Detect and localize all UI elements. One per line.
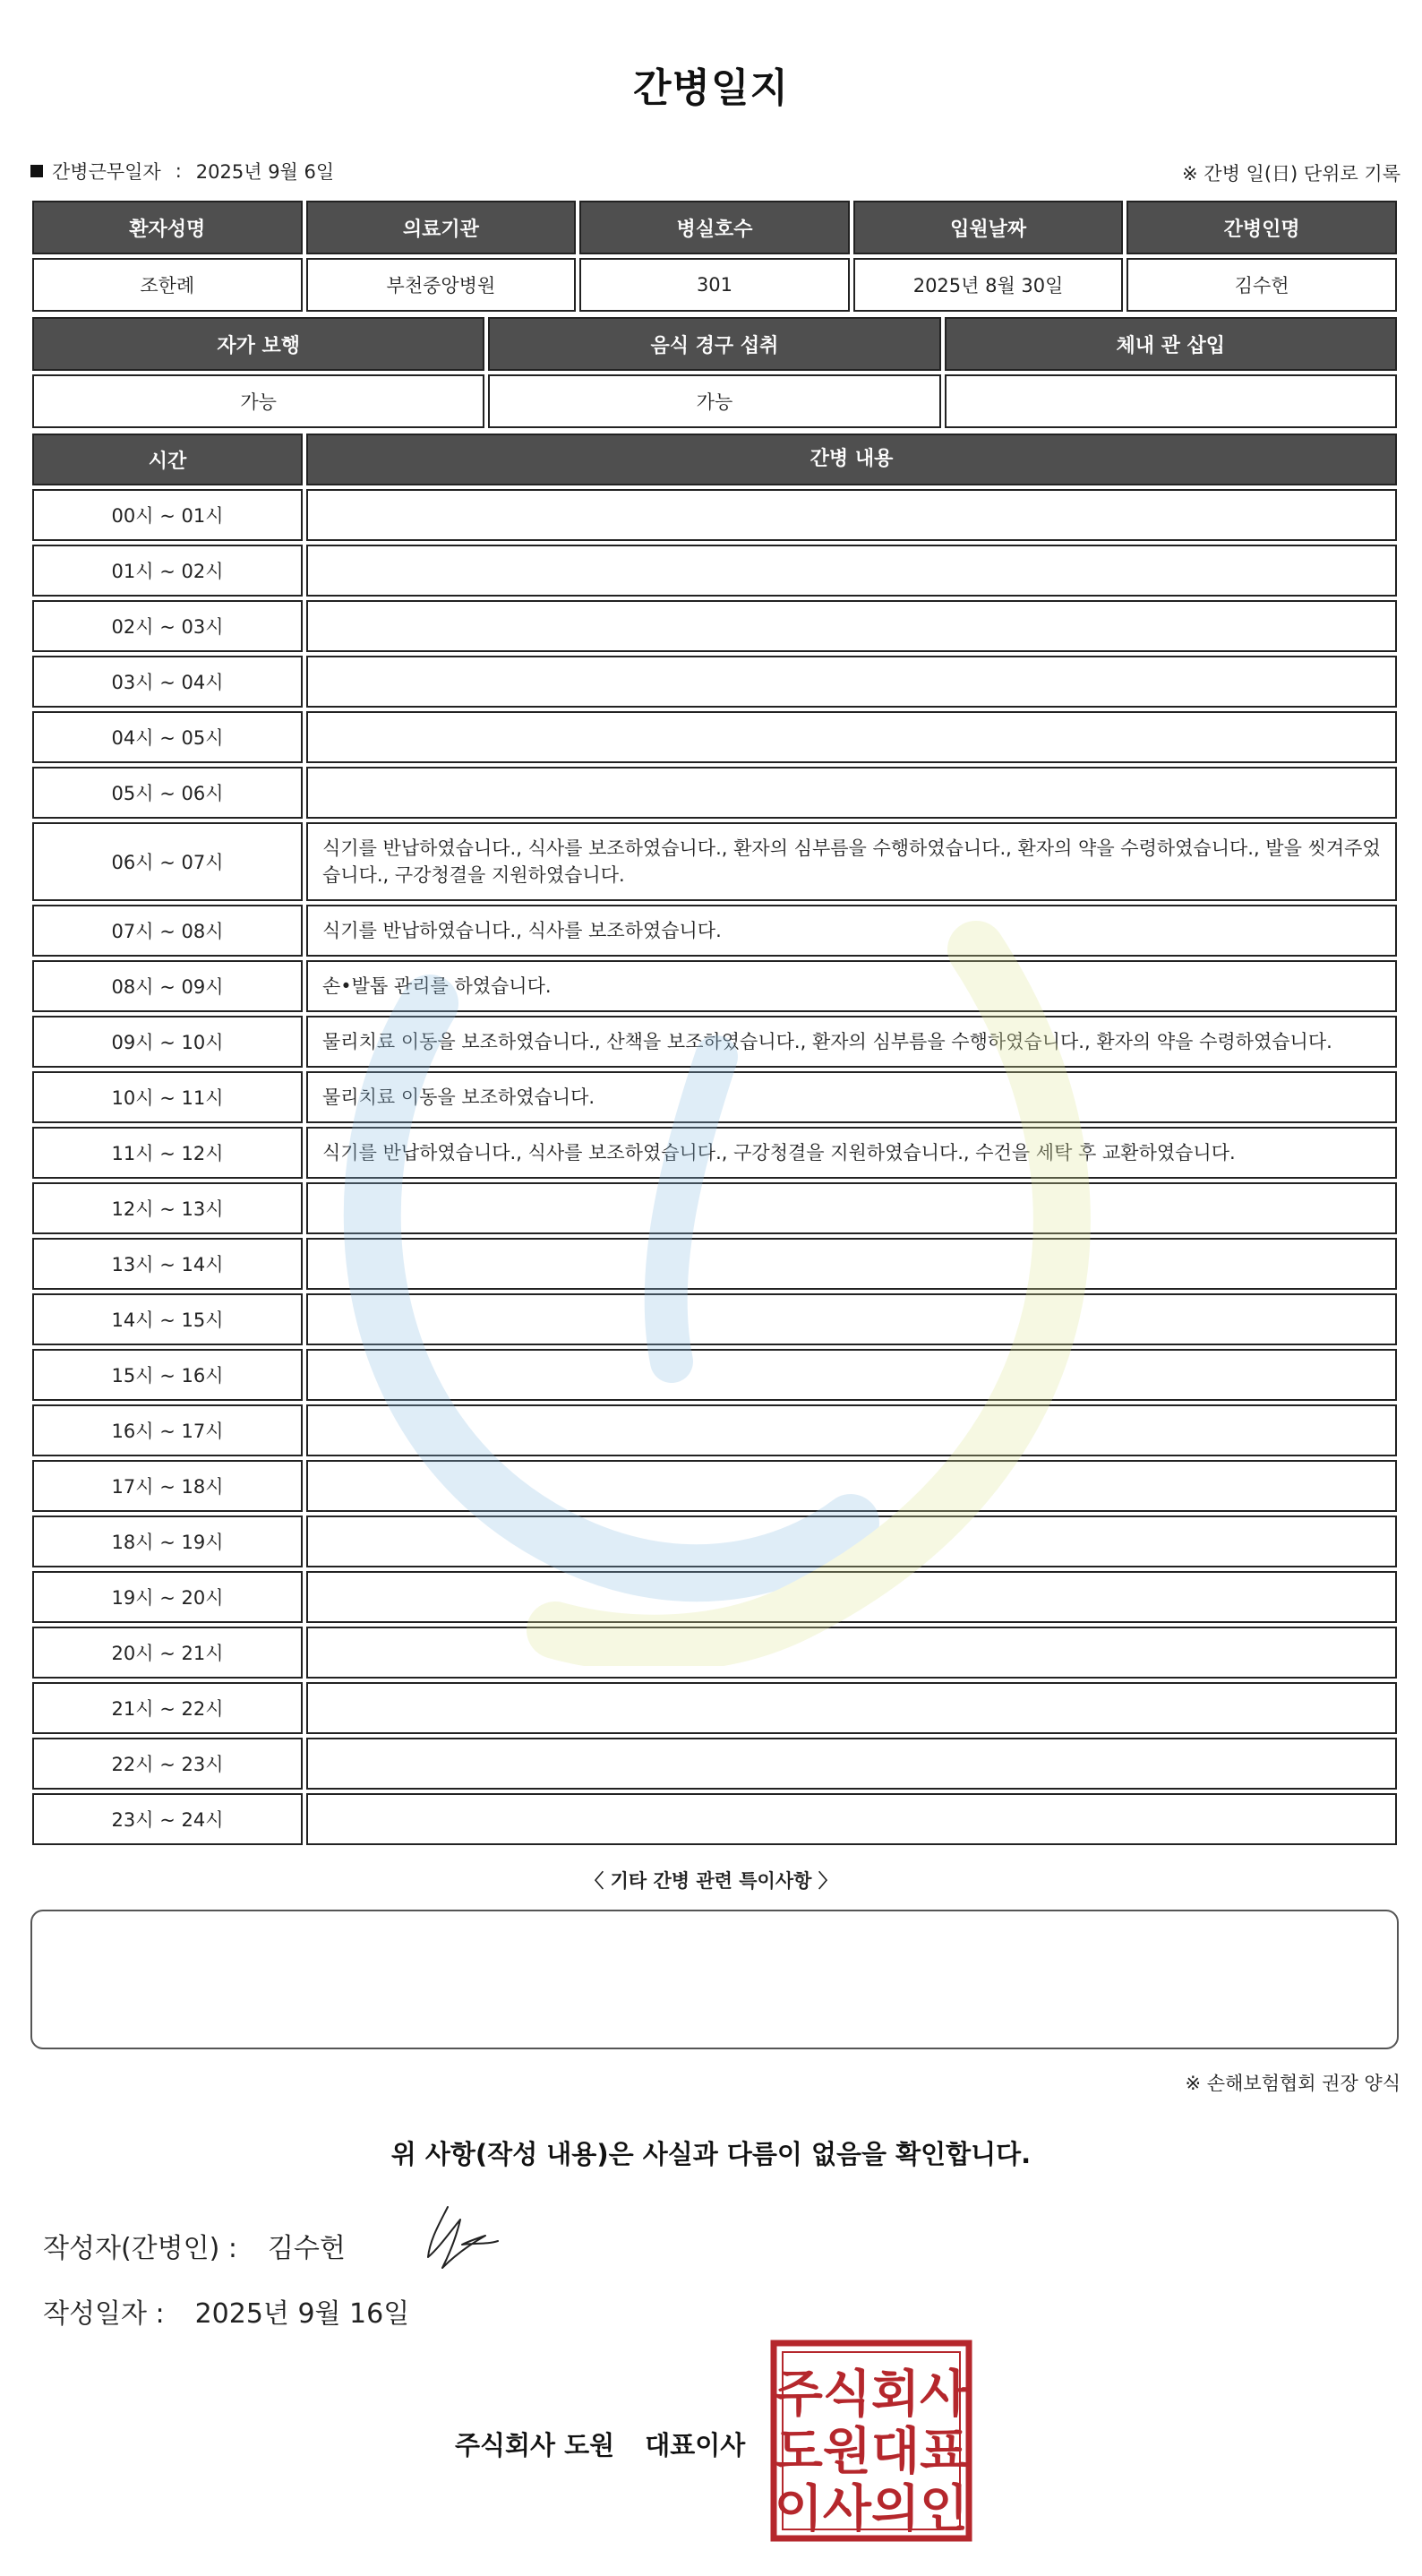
writer-name: 김수헌 (267, 2233, 346, 2264)
table-row (30, 1125, 1399, 1181)
time-slot-cell: 04시 ~ 05시 (32, 711, 303, 763)
table-row (30, 1569, 1399, 1625)
care-content-cell (306, 767, 1397, 819)
bullet-square-icon (30, 165, 43, 177)
time-slot-cell: 16시 ~ 17시 (32, 1404, 303, 1456)
time-slot-cell: 23시 ~ 24시 (32, 1793, 303, 1845)
table-row (30, 1736, 1399, 1791)
time-slot-cell: 12시 ~ 13시 (32, 1182, 303, 1234)
work-date-label: 간병근무일자 (52, 161, 161, 183)
form-source-note: ※ 손해보험협회 권장 양식 (1185, 2073, 1401, 2094)
time-slot-cell: 02시 ~ 03시 (32, 600, 303, 652)
header-room-number: 병실호수 (579, 201, 850, 254)
time-slot-cell: 07시 ~ 08시 (32, 905, 303, 957)
care-content-cell: 물리치료 이동을 보조하였습니다., 산책을 보조하였습니다., 환자의 심부름을 수행하였습니다., 환자의 약을 수령하였습니다. (306, 1016, 1397, 1068)
tube-insertion-value (945, 374, 1397, 428)
header-self-walking: 자가 보행 (32, 317, 484, 371)
care-content-cell (306, 1238, 1397, 1290)
time-slot-cell: 17시 ~ 18시 (32, 1460, 303, 1512)
care-content-cell (306, 1516, 1397, 1567)
time-slot-cell: 20시 ~ 21시 (32, 1627, 303, 1679)
header-admission-date: 입원날짜 (853, 201, 1124, 254)
patient-info-table (30, 199, 1399, 313)
table-row (30, 1403, 1399, 1458)
time-slot-cell: 10시 ~ 11시 (32, 1071, 303, 1123)
table-row (30, 1236, 1399, 1292)
ceo-title: 대표이사 (645, 2430, 746, 2460)
confirmation-statement: 위 사항(작성 내용)은 사실과 다름이 없음을 확인합니다. (390, 2139, 1032, 2169)
patient-status-value-row (30, 373, 1399, 430)
writer-label: 작성자(간병인) : (43, 2233, 237, 2264)
time-slot-cell: 13시 ~ 14시 (32, 1238, 303, 1290)
table-row (30, 903, 1399, 958)
care-content-cell: 물리치료 이동을 보조하였습니다. (306, 1071, 1397, 1123)
seal-line-1: 주식회사 (774, 2366, 969, 2424)
care-content-cell (306, 545, 1397, 597)
care-content-cell (306, 1404, 1397, 1456)
time-slot-cell: 05시 ~ 06시 (32, 767, 303, 819)
care-content-cell: 식기를 반납하였습니다., 식사를 보조하였습니다., 환자의 심부름을 수행하였습니다., 환자의 약을 수령하였습니다., 발을 씻겨주었습니다., 구강청결을 지원하였습니다. (306, 822, 1397, 901)
table-row (30, 1458, 1399, 1514)
time-slot-cell: 08시 ~ 09시 (32, 960, 303, 1012)
header-caregiver-name: 간병인명 (1126, 201, 1397, 254)
header-tube-insertion: 체내 관 삽입 (945, 317, 1397, 371)
care-content-cell: 손•발톱 관리를 하였습니다. (306, 960, 1397, 1012)
written-date-line (43, 2291, 409, 2331)
table-row (30, 1680, 1399, 1736)
table-row (30, 598, 1399, 654)
care-log-header-row (30, 432, 1399, 487)
time-slot-cell: 14시 ~ 15시 (32, 1293, 303, 1345)
patient-status-header-row (30, 315, 1399, 373)
notes-section-title: 〈 기타 간병 관련 특이사항 〉 (585, 1870, 837, 1892)
table-row (30, 1347, 1399, 1403)
time-slot-cell: 22시 ~ 23시 (32, 1738, 303, 1790)
admission-date: 2025년 8월 30일 (853, 258, 1124, 312)
written-date-label: 작성일자 : (43, 2298, 165, 2330)
table-row (30, 654, 1399, 709)
care-content-cell (306, 1460, 1397, 1512)
time-slot-cell: 00시 ~ 01시 (32, 489, 303, 541)
care-content-cell (306, 600, 1397, 652)
time-slot-cell: 18시 ~ 19시 (32, 1516, 303, 1567)
handwritten-signature (421, 2203, 501, 2273)
company-signature-line (455, 2426, 745, 2462)
patient-info-header-row (30, 199, 1399, 256)
care-content-cell (306, 1793, 1397, 1845)
work-date-separator: : (175, 160, 182, 182)
header-time: 시간 (32, 434, 303, 485)
time-slot-cell: 11시 ~ 12시 (32, 1127, 303, 1179)
care-content-cell (306, 489, 1397, 541)
seal-line-2: 도원대표 (774, 2423, 969, 2481)
company-name: 주식회사 도원 (455, 2430, 615, 2460)
patient-name: 조한례 (32, 258, 303, 312)
time-slot-cell: 01시 ~ 02시 (32, 545, 303, 597)
table-row (30, 1014, 1399, 1069)
written-date-value: 2025년 9월 16일 (194, 2298, 410, 2330)
care-log-rows (30, 487, 1399, 1847)
hospital-name: 부천중앙병원 (306, 258, 577, 312)
self-walking-value: 가능 (32, 374, 484, 428)
writer-line (43, 2226, 346, 2265)
table-row (30, 820, 1399, 903)
care-content-cell (306, 1293, 1397, 1345)
care-content-cell (306, 1571, 1397, 1623)
time-slot-cell: 06시 ~ 07시 (32, 822, 303, 901)
table-row (30, 709, 1399, 765)
table-row (30, 543, 1399, 598)
header-patient-name: 환자성명 (32, 201, 303, 254)
header-care-content: 간병 내용 (306, 434, 1397, 485)
time-slot-cell: 15시 ~ 16시 (32, 1349, 303, 1401)
table-row (30, 487, 1399, 543)
page-title: 간병일지 (632, 65, 789, 111)
header-oral-intake: 음식 경구 섭취 (488, 317, 940, 371)
time-slot-cell: 09시 ~ 10시 (32, 1016, 303, 1068)
table-row (30, 958, 1399, 1014)
care-content-cell (306, 1182, 1397, 1234)
care-content-cell (306, 1682, 1397, 1734)
table-row (30, 1292, 1399, 1347)
table-row (30, 1069, 1399, 1125)
room-number: 301 (579, 258, 850, 312)
record-unit-note: ※ 간병 일(日) 단위로 기록 (1182, 163, 1401, 185)
table-row (30, 1181, 1399, 1236)
care-content-cell (306, 1627, 1397, 1679)
table-row (30, 1791, 1399, 1847)
seal-line-3: 이사의인 (774, 2480, 969, 2538)
care-content-cell (306, 1349, 1397, 1401)
patient-info-value-row (30, 256, 1399, 313)
care-content-cell: 식기를 반납하였습니다., 식사를 보조하였습니다., 구강청결을 지원하였습니다., 수건을 세탁 후 교환하였습니다. (306, 1127, 1397, 1179)
time-slot-cell: 21시 ~ 22시 (32, 1682, 303, 1734)
oral-intake-value: 가능 (488, 374, 940, 428)
care-content-cell: 식기를 반납하였습니다., 식사를 보조하였습니다. (306, 905, 1397, 957)
company-seal-stamp (770, 2340, 972, 2542)
table-row (30, 765, 1399, 820)
caregiver-name: 김수헌 (1126, 258, 1397, 312)
table-row (30, 1514, 1399, 1569)
time-slot-cell: 19시 ~ 20시 (32, 1571, 303, 1623)
care-content-cell (306, 711, 1397, 763)
care-content-cell (306, 1738, 1397, 1790)
header-hospital: 의료기관 (306, 201, 577, 254)
care-log-table (30, 432, 1399, 1847)
work-date-value: 2025년 9월 6일 (195, 161, 335, 183)
time-slot-cell: 03시 ~ 04시 (32, 656, 303, 708)
table-row (30, 1625, 1399, 1680)
special-notes-box (30, 1910, 1399, 2049)
work-date-line (30, 158, 334, 185)
care-content-cell (306, 656, 1397, 708)
patient-status-table (30, 315, 1399, 430)
